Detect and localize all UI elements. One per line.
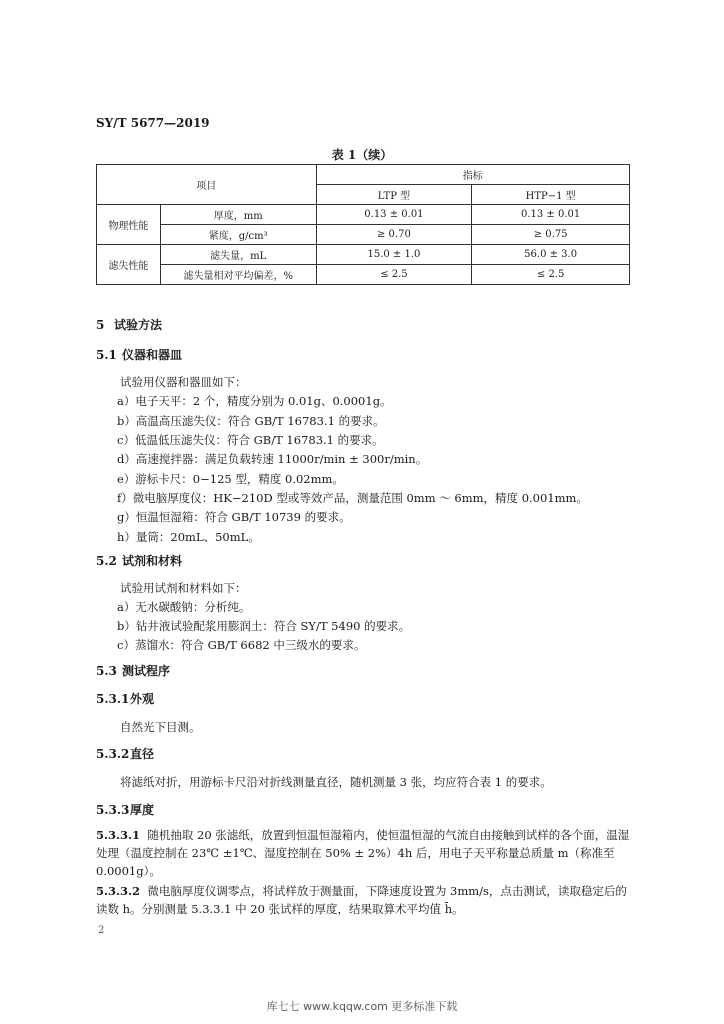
list-item: c）低温低压滤失仪：符合 GB/T 16783.1 的要求。: [117, 433, 384, 447]
section-heading-5-3-2: 5.3.2直径: [96, 747, 155, 761]
header-item: 项目: [97, 165, 317, 205]
row-htp: 56.0 ± 3.0: [472, 245, 630, 265]
footer-watermark: 库七七 www.kqqw.com 更多标准下载: [266, 1000, 458, 1013]
paragraph-5-3-3-1: [96, 826, 630, 880]
section-heading-5-3-3: 5.3.3厚度: [96, 803, 155, 817]
row-htp: ≤ 2.5: [472, 265, 630, 285]
row-label: 厚度，mm: [160, 205, 316, 225]
list-item: b）钻井液试验配浆用膨润土：符合 SY/T 5490 的要求。: [117, 619, 411, 633]
list-item: h）量筒：20mL、50mL。: [117, 530, 260, 544]
s52-intro: 试验用试剂和材料如下：: [120, 581, 247, 595]
row-ltp: ≤ 2.5: [316, 265, 472, 285]
table-row: [97, 245, 630, 265]
group-name: 滤失性能: [97, 245, 161, 285]
row-ltp: ≥ 0.70: [316, 225, 472, 245]
spec-table: [96, 164, 630, 285]
s532-text: 将滤纸对折，用游标卡尺沿对折线测量直径，随机测量 3 张，均应符合表 1 的要求。: [120, 775, 552, 789]
row-label: 紧度，g/cm³: [160, 225, 316, 245]
list-item: b）高温高压滤失仪：符合 GB/T 16783.1 的要求。: [117, 414, 385, 428]
row-htp: 0.13 ± 0.01: [472, 205, 630, 225]
group-name: 物理性能: [97, 205, 161, 245]
clause-text: 随机抽取 20 张滤纸，放置到恒温恒湿箱内，使恒温恒湿的气流自由接触到试样的各个面，温湿处理（温度控制在 23℃ ±1℃、湿度控制在 50% ± 2%）4h 后，用电子天平称量总质量 m（称准至 0.0001g）。: [96, 828, 630, 878]
clause-number: 5.3.3.2: [96, 884, 141, 898]
paragraph-5-3-3-2: [96, 882, 630, 918]
header-ltp: LTP 型: [316, 185, 472, 205]
section-heading-5-1: 5.1 仪器和器皿: [96, 348, 183, 362]
row-htp: ≥ 0.75: [472, 225, 630, 245]
list-item: g）恒温恒湿箱：符合 GB/T 10739 的要求。: [117, 510, 351, 524]
section-heading-5-3: 5.3 测试程序: [96, 664, 171, 678]
table-title: 表 1（续）: [331, 148, 393, 162]
section-heading-5: 5 试验方法: [96, 318, 163, 332]
s531-text: 自然光下目测。: [120, 720, 201, 734]
clause-number: 5.3.3.1: [96, 828, 141, 842]
table-row: [97, 265, 630, 285]
header-index: 指标: [316, 165, 629, 185]
list-item: a）无水碳酸钠：分析纯。: [117, 600, 251, 614]
s51-intro: 试验用仪器和器皿如下：: [120, 375, 247, 389]
standard-id: SY/T 5677—2019: [96, 116, 210, 130]
table-row: [97, 225, 630, 245]
list-item: d）高速搅拌器：满足负载转速 11000r/min ± 300r/min。: [117, 452, 428, 466]
row-label: 滤失量，mL: [160, 245, 316, 265]
row-ltp: 15.0 ± 1.0: [316, 245, 472, 265]
row-ltp: 0.13 ± 0.01: [316, 205, 472, 225]
section-heading-5-3-1: 5.3.1外观: [96, 692, 155, 706]
list-item: a）电子天平：2 个，精度分别为 0.01g、0.0001g。: [117, 394, 392, 408]
page-number: 2: [98, 925, 105, 936]
table-row: [97, 205, 630, 225]
list-item: c）蒸馏水：符合 GB/T 6682 中三级水的要求。: [117, 638, 366, 652]
header-htp: HTP−1 型: [472, 185, 630, 205]
section-heading-5-2: 5.2 试剂和材料: [96, 554, 183, 568]
clause-text: 微电脑厚度仪调零点，将试样放于测量面，下降速度设置为 3mm/s，点击测试，读取稳定后的读数 h。分别测量 5.3.3.1 中 20 张试样的厚度，结果取算术平均值 h̄。: [96, 884, 627, 916]
list-item: f）微电脑厚度仪：HK−210D 型或等效产品，测量范围 0mm ～ 6mm，精度 0.001mm。: [117, 491, 588, 505]
row-label: 滤失量相对平均偏差，%: [160, 265, 316, 285]
list-item: e）游标卡尺：0−125 型，精度 0.02mm。: [117, 472, 344, 486]
